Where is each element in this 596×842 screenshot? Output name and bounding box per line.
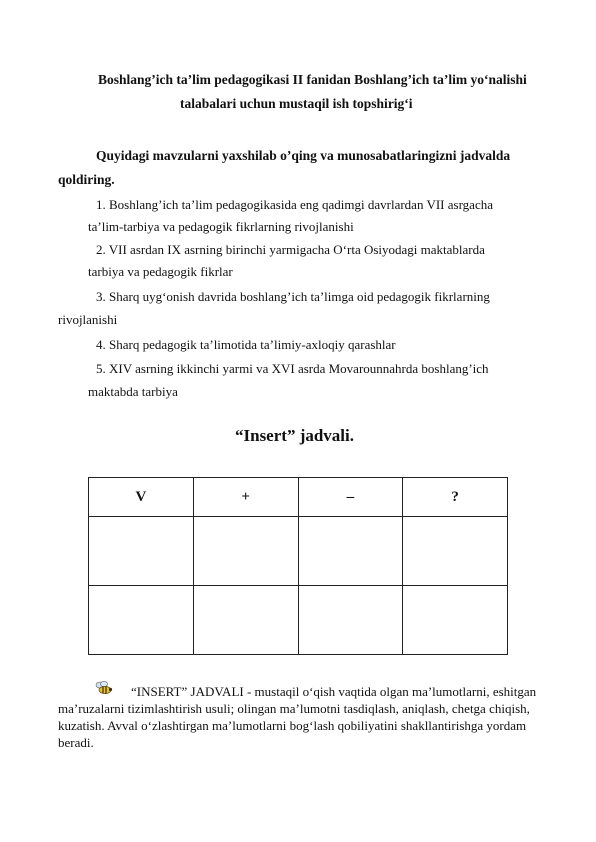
- topic-3-line2: rivojlanishi: [58, 312, 118, 327]
- document-title-line2: talabalari uchun mustaqil ish topshirig‘i: [180, 96, 413, 111]
- topic-2-line1: 2. VII asrdan IX asrning birinchi yarmigacha O‘rta Osiyodagi maktablarda: [96, 242, 485, 257]
- table-row: [89, 517, 508, 586]
- topic-4-line1: 4. Sharq pedagogik ta’limotida ta’limiy-axloqiy qarashlar: [96, 337, 396, 352]
- table-title: “Insert” jadvali.: [235, 426, 354, 445]
- topic-5-line2: maktabda tarbiya: [88, 384, 178, 399]
- topic-3-line1: 3. Sharq uyg‘onish davrida boshlang’ich ta’limga oid pedagogik fikrlarning: [96, 289, 490, 304]
- header-question: ?: [403, 478, 508, 517]
- topic-5-line1: 5. XIV asrning ikkinchi yarmi va XVI asrda Movarounnahrda boshlang’ich: [96, 361, 489, 376]
- table-cell: [298, 517, 403, 586]
- table-header-row: [89, 478, 508, 517]
- footer-paragraph: “INSERT” JADVALI - mustaqil o‘qish vaqtida olgan ma’lumotlarni, eshitgan ma’ruzalarni tizimlashtirish usuli; olingan ma’lumotni tasdiqlash, aniqlash, chetga chiqish, kuzatish. Avval o‘zlashtirgan ma’lumotlarni bog‘lash qobiliyatini shakllantirishga yordam beradi.: [58, 684, 537, 750]
- table-cell: [403, 586, 508, 655]
- table-cell: [89, 586, 194, 655]
- document-title-line1: Boshlang’ich ta’lim pedagogikasi II fanidan Boshlang’ich ta’lim yo‘nalishi: [98, 72, 527, 87]
- table-cell: [403, 517, 508, 586]
- table-cell: [89, 517, 194, 586]
- table-row: [89, 586, 508, 655]
- header-plus: +: [193, 478, 298, 517]
- table-cell: [193, 586, 298, 655]
- header-v: V: [89, 478, 194, 517]
- table-cell: [193, 517, 298, 586]
- table-cell: [298, 586, 403, 655]
- topic-2-line2: tarbiya va pedagogik fikrlar: [88, 264, 233, 279]
- topic-1-line1: 1. Boshlang’ich ta’lim pedagogikasida eng qadimgi davrlardan VII asrgacha: [96, 197, 493, 212]
- instruction-line2: qoldiring.: [58, 172, 115, 187]
- instruction-line1: Quyidagi mavzularni yaxshilab o’qing va munosabatlaringizni jadvalda: [96, 148, 511, 163]
- insert-table: [88, 477, 508, 655]
- header-minus: –: [298, 478, 403, 517]
- topic-1-line2: ta’lim-tarbiya va pedagogik fikrlarning rivojlanishi: [88, 219, 354, 234]
